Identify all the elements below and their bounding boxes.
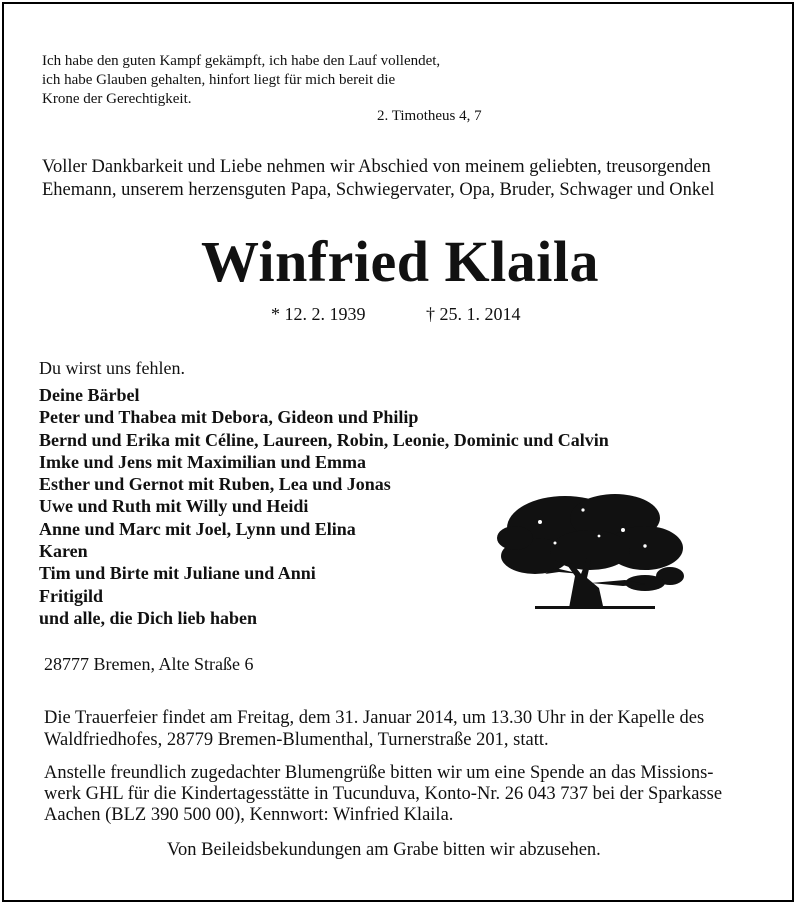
donation-info [44, 763, 722, 826]
intro-line: Ehemann, unserem herzensguten Papa, Schwiegervater, Opa, Bruder, Schwager und Onkel [42, 180, 715, 200]
family-entry: Peter und Thabea mit Debora, Gideon und Philip [39, 407, 419, 428]
funeral-service-info [44, 707, 704, 751]
family-entry: Uwe und Ruth mit Willy und Heidi [39, 496, 309, 517]
family-entry: Bernd und Erika mit Céline, Laureen, Robin, Leonie, Dominic und Calvin [39, 429, 609, 450]
family-entry: Anne und Marc mit Joel, Lynn und Elina [39, 518, 356, 539]
intro-line: Voller Dankbarkeit und Liebe nehmen wir Abschied von meinem geliebten, treusorgenden [42, 157, 711, 177]
birth-date: * 12. 2. 1939 [271, 304, 366, 324]
verse-line: Krone der Gerechtigkeit. [42, 91, 192, 107]
address: 28777 Bremen, Alte Straße 6 [44, 654, 254, 674]
closing-note: Von Beileidsbekundungen am Grabe bitten wir abzusehen. [167, 840, 601, 860]
family-entry: Karen [39, 541, 88, 562]
donation-line: Aachen (BLZ 390 500 00), Kennwort: Winfried Klaila. [44, 805, 454, 825]
verse-line: ich habe Glauben gehalten, hinfort liegt für mich bereit die [42, 72, 396, 88]
family-entry: Tim und Birte mit Juliane und Anni [39, 563, 316, 584]
service-line: Waldfriedhofes, 28779 Bremen-Blumenthal, Turnerstraße 201, statt. [44, 730, 549, 750]
tree-icon [495, 488, 685, 613]
verse-line: Ich habe den guten Kampf gekämpft, ich habe den Lauf vollendet, [42, 53, 441, 69]
family-entry: Deine Bärbel [39, 385, 140, 405]
donation-line: Anstelle freundlich zugedachter Blumengrüße bitten wir um eine Spende an das Missions- [44, 763, 714, 783]
service-line: Die Trauerfeier findet am Freitag, dem 31. Januar 2014, um 13.30 Uhr in der Kapelle des [44, 708, 705, 728]
donation-line: werk GHL für die Kindertagesstätte in Tucunduva, Konto-Nr. 26 043 737 bei der Sparkasse [44, 784, 723, 804]
family-entry: Esther und Gernot mit Ruben, Lea und Jonas [39, 474, 391, 495]
bible-verse [42, 52, 440, 109]
deceased-name: Winfried Klaila [201, 229, 599, 294]
intro-text [42, 156, 715, 202]
death-date: † 25. 1. 2014 [426, 304, 521, 324]
family-entry: Imke und Jens mit Maximilian und Emma [39, 451, 367, 472]
verse-reference: 2. Timotheus 4, 7 [377, 108, 482, 124]
family-entry: und alle, die Dich lieb haben [39, 607, 258, 628]
farewell-text: Du wirst uns fehlen. [39, 358, 185, 378]
family-entry: Fritigild [39, 585, 103, 606]
